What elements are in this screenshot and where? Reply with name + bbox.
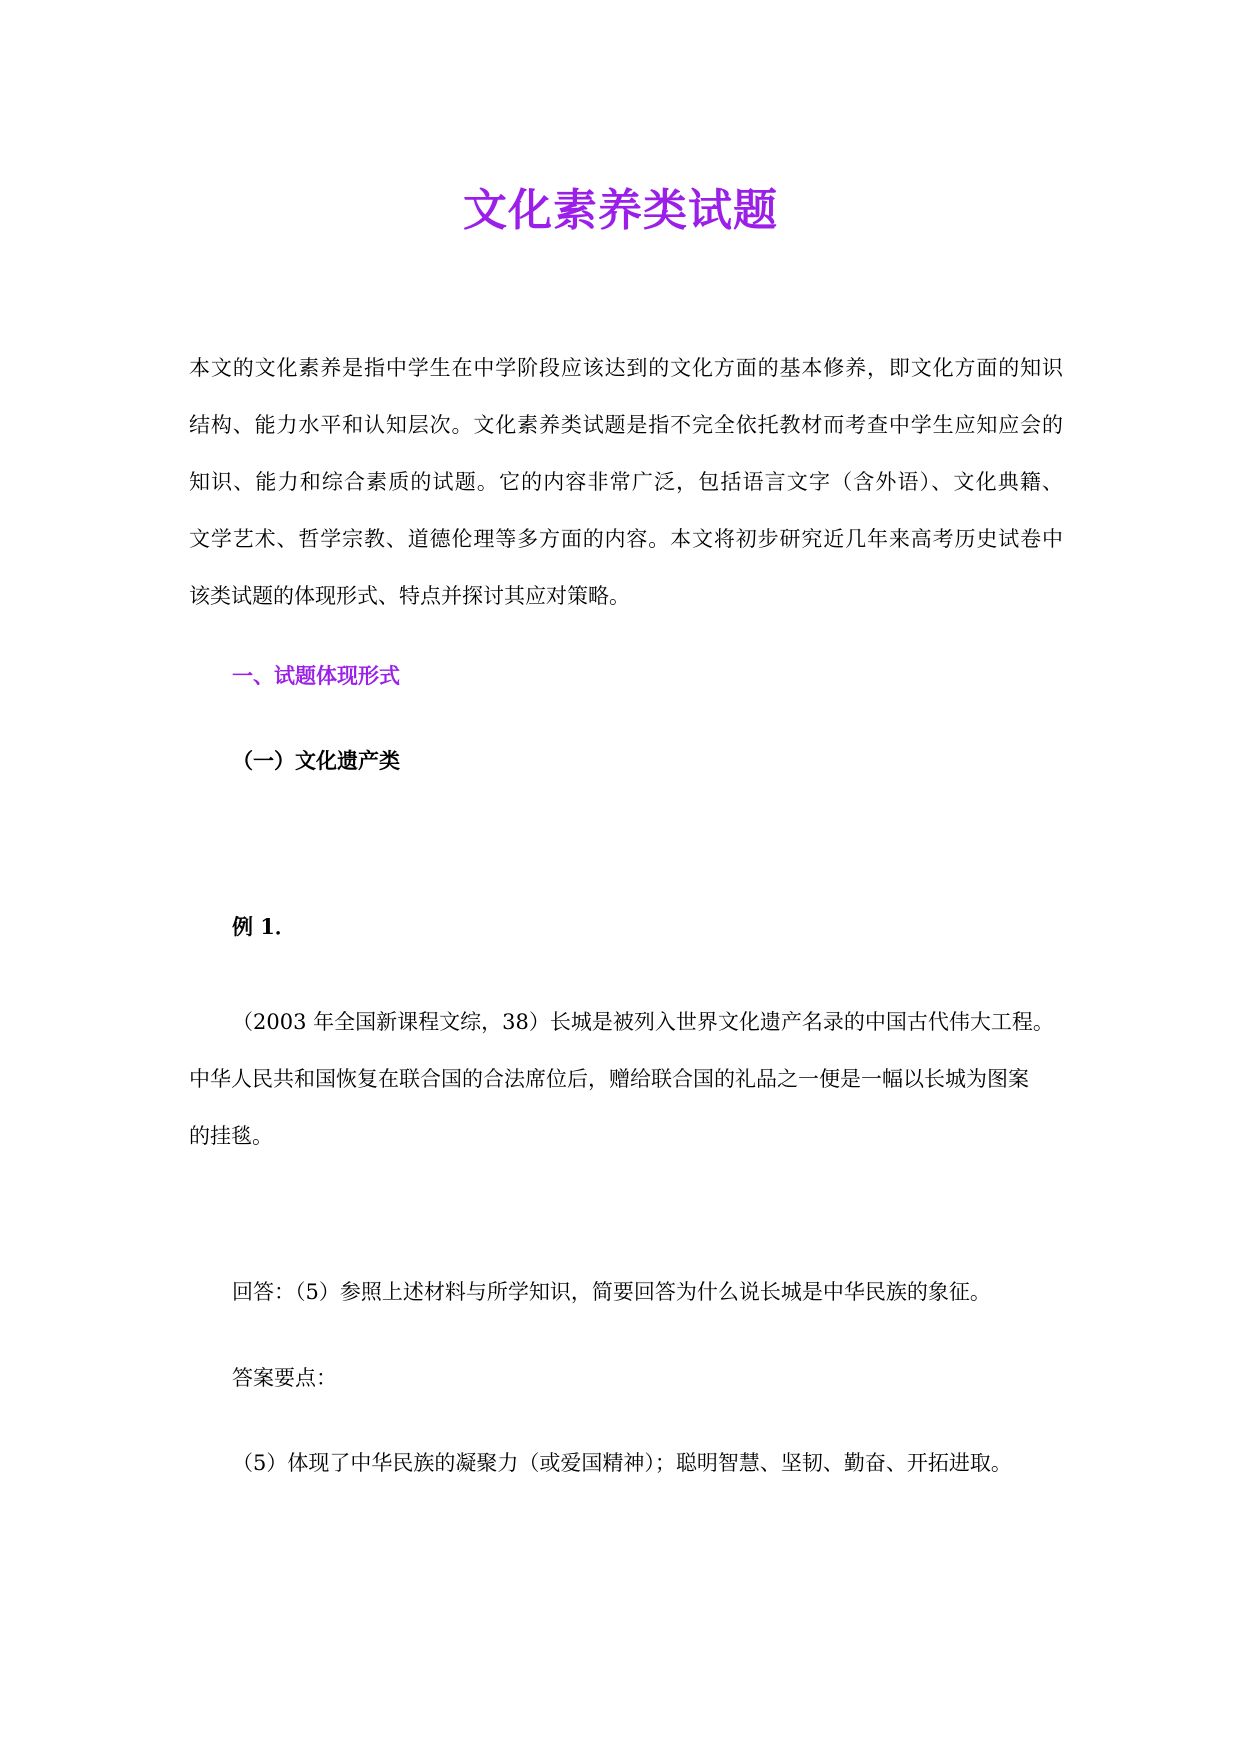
answer-text: （5）体现了中华民族的凝聚力（或爱国精神）；聪明智慧、坚韧、勤奋、开拓进取。 (232, 1451, 1012, 1475)
example-line: （2003 年全国新课程文综，38）长城是被列入世界文化遗产名录的中国古代伟大工程。 (232, 1010, 1054, 1034)
example-paragraph (189, 994, 1063, 1165)
intro-line: 知识、能力和综合素质的试题。它的内容非常广泛，包括语言文字（含外语）、文化典籍、 (189, 470, 1063, 494)
intro-line: 该类试题的体现形式、特点并探讨其应对策略。 (189, 584, 630, 608)
example-line: 中华人民共和国恢复在联合国的合法席位后，赠给联合国的礼品之一便是一幅以长城为图案 (189, 1067, 1029, 1091)
intro-paragraph (189, 340, 1063, 625)
intro-line: 文学艺术、哲学宗教、道德伦理等多方面的内容。本文将初步研究近几年来高考历史试卷中 (189, 527, 1063, 551)
question-text: 回答：（5）参照上述材料与所学知识，简要回答为什么说长城是中华民族的象征。 (232, 1280, 991, 1304)
intro-line: 结构、能力水平和认知层次。文化素养类试题是指不完全依托教材而考查中学生应知应会的 (189, 413, 1063, 437)
subsection-heading: （一）文化遗产类 (232, 748, 400, 773)
example-label: 例 1． (232, 914, 296, 939)
section-heading: 一、试题体现形式 (232, 663, 400, 688)
answer-label: 答案要点： (232, 1366, 337, 1390)
example-line: 的挂毯。 (189, 1124, 273, 1148)
intro-line: 本文的文化素养是指中学生在中学阶段应该达到的文化方面的基本修养，即文化方面的知识 (189, 356, 1063, 380)
document-title: 文化素养类试题 (463, 185, 778, 237)
